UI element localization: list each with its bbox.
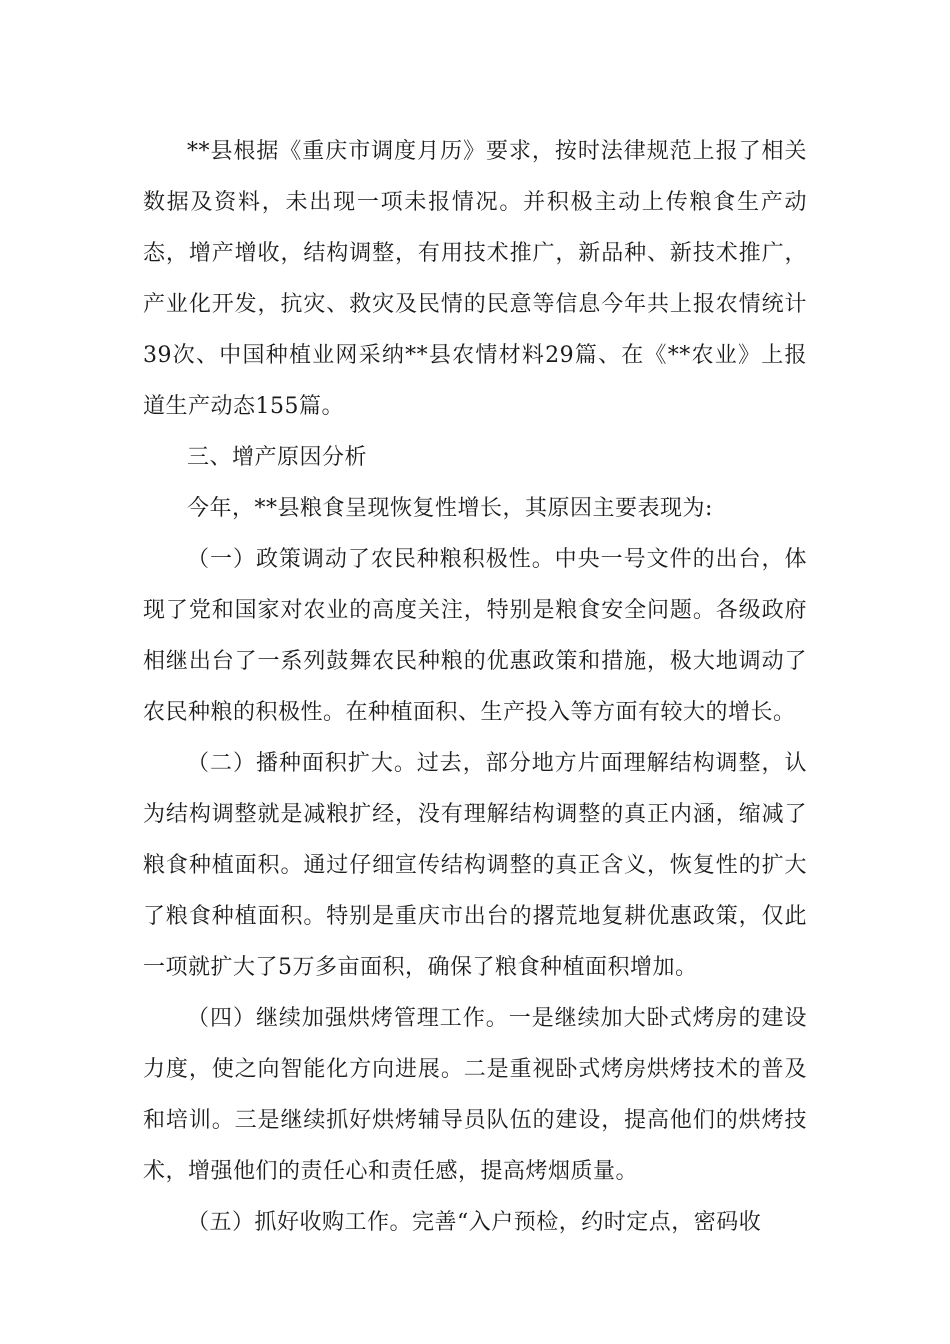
section-heading-increase-causes: 三、增产原因分析 — [187, 445, 368, 470]
paragraph-cause-purchasing: （五）抓好收购工作。完善“入户预检，约时定点，密码收 — [187, 1210, 762, 1235]
document-body — [143, 126, 807, 1248]
paragraph-cause-sown-area: （二）播种面积扩大。过去，部分地方片面理解结构调整，认为结构调整就是减粮扩经，没有理解结构调整的真正内涵，缩减了粮食种植面积。通过仔细宣传结构调整的真正含义，恢复性的扩大了粮食种植面积。特别是重庆市出台的撂荒地复耕优惠政策，仅此一项就扩大了5万多亩面积，确保了粮食种植面积增加。 — [143, 751, 807, 980]
paragraph-intro-causes: 今年，**县粮食呈现恢复性增长，其原因主要表现为: — [187, 496, 713, 521]
paragraph-reporting-summary: **县根据《重庆市调度月历》要求，按时法律规范上报了相关数据及资料，未出现一项未报情况。并积极主动上传粮食生产动态，增产增收，结构调整，有用技术推广，新品种、新技术推广，产业化开发，抗灾、救灾及民情的民意等信息今年共上报农情统计39次、中国种植业网采纳**县农情材料29篇、在《**农业》上报道生产动态155篇。 — [143, 139, 807, 419]
paragraph-cause-curing-management: （四）继续加强烘烤管理工作。一是继续加大卧式烤房的建设力度，使之向智能化方向进展。二是重视卧式烤房烘烤技术的普及和培训。三是继续抓好烘烤辅导员队伍的建设，提高他们的烘烤技术，增强他们的责任心和责任感，提高烤烟质量。 — [143, 1006, 807, 1184]
paragraph-cause-policy: （一）政策调动了农民种粮积极性。中央一号文件的出台，体现了党和国家对农业的高度关注，特别是粮食安全问题。各级政府相继出台了一系列鼓舞农民种粮的优惠政策和措施，极大地调动了农民种粮的积极性。在种植面积、生产投入等方面有较大的增长。 — [143, 547, 807, 725]
